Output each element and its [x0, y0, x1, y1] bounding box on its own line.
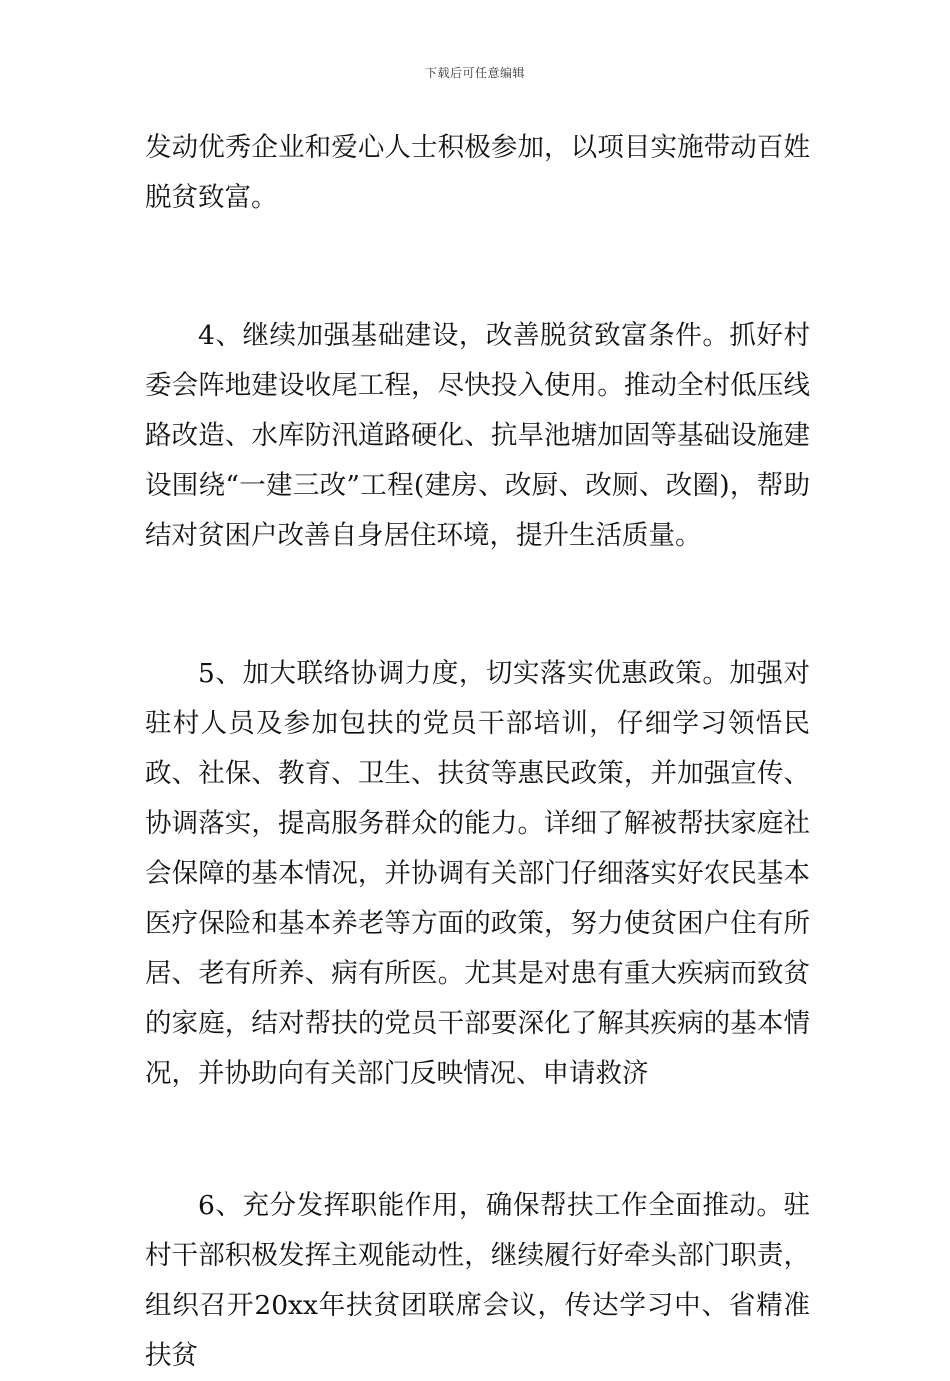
- paragraph-gap: [145, 561, 810, 649]
- document-body: [145, 123, 810, 1381]
- page-header: 下载后可任意编辑: [424, 66, 525, 80]
- paragraph-continuation: 发动优秀企业和爱心人士积极参加，以项目实施带动百姓脱贫致富。: [145, 132, 810, 213]
- paragraph-item-4: 4、继续加强基础建设，改善脱贫致富条件。抓好村委会阵地建设收尾工程，尽快投入使用。推动全村低压线路改造、水库防汛道路硬化、抗旱池塘加固等基础设施建设围绕“一建三改”工程(建房、改厨、改厕、改圈)，帮助结对贫困户改善自身居住环境，提升生活质量。: [145, 320, 810, 551]
- paragraph-gap: [145, 223, 810, 311]
- paragraph-item-6: 6、充分发挥职能作用，确保帮扶工作全面推动。驻村干部积极发挥主观能动性，继续履行好牵头部门职责，组织召开20xx年扶贫团联席会议，传达学习中、省精准扶贫: [145, 1190, 810, 1371]
- paragraph-gap: [145, 1099, 810, 1181]
- paragraph-item-5: 5、加大联络协调力度，切实落实优惠政策。加强对驻村人员及参加包扶的党员干部培训，仔细学习领悟民政、社保、教育、卫生、扶贫等惠民政策，并加强宣传、协调落实，提高服务群众的能力。详细了解被帮扶家庭社会保障的基本情况，并协调有关部门仔细落实好农民基本医疗保险和基本养老等方面的政策，努力使贫困户住有所居、老有所养、病有所医。尤其是对患有重大疾病而致贫的家庭，结对帮扶的党员干部要深化了解其疾病的基本情况，并协助向有关部门反映情况、申请救济: [145, 658, 810, 1089]
